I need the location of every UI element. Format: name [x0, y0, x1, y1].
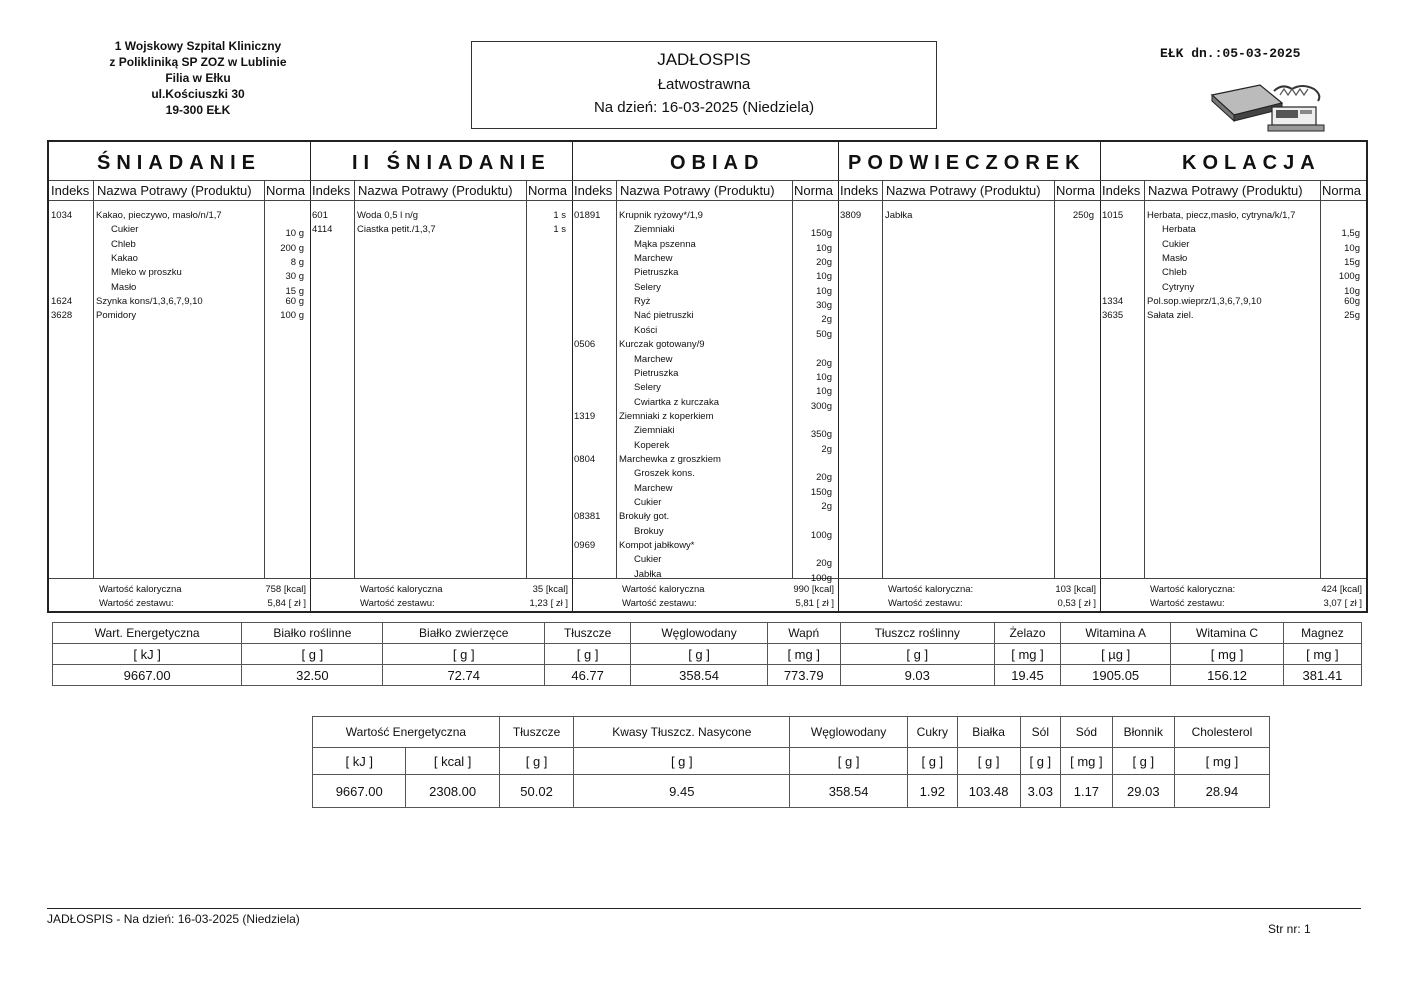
meal-heading [572, 142, 838, 180]
column-header-name: Nazwa Potrawy (Produktu) [1148, 183, 1303, 198]
summary-divider [310, 578, 572, 579]
row-name: Chleb [1162, 267, 1187, 279]
row-name: Kakao [111, 253, 138, 265]
meal-column [310, 142, 572, 611]
label-unit: [ mg ] [1061, 748, 1113, 775]
nutrition-value: 72.74 [383, 665, 544, 686]
nutrition-header: Wart. Energetyczna [53, 623, 242, 644]
row-name: Ziemniaki z koperkiem [619, 410, 714, 422]
meal-heading [310, 142, 572, 180]
row-name: Herbata, piecz,masło, cytryna/k/1,7 [1147, 210, 1296, 221]
label-value: 1.92 [907, 775, 957, 808]
calorie-value: 103 [kcal] [1055, 584, 1096, 595]
column-header-norm: Norma [1056, 183, 1096, 198]
column-header-name: Nazwa Potrawy (Produktu) [886, 183, 1041, 198]
row-name: Cukier [634, 497, 662, 508]
nutrition-unit: [ g ] [840, 644, 994, 665]
row-norm: 20g [816, 257, 832, 269]
label-unit: [ g ] [499, 748, 573, 775]
row-norm: 100g [1338, 271, 1360, 283]
nutrition-header: Wapń [767, 623, 840, 644]
row-norm: 10g [1344, 242, 1360, 254]
column-header-index: Indeks [1102, 183, 1141, 198]
row-name: Kompot jabłkowy* [619, 540, 695, 552]
meal-separator [310, 142, 311, 611]
row-norm: 10 g [285, 228, 304, 240]
row-norm: 30g [816, 300, 832, 312]
diet-name: Łatwostrawna [657, 76, 751, 93]
calorie-value: 424 [kcal] [1321, 584, 1362, 595]
calorie-label: Wartość kaloryczna: [888, 584, 974, 595]
label-header: Cukry [907, 717, 957, 748]
row-name: Herbata [1162, 224, 1196, 236]
column-header-index: Indeks [840, 183, 879, 198]
page-number: Str nr: 1 [1268, 922, 1311, 936]
nutrition-unit: [ g ] [544, 644, 630, 665]
row-norm: 10g [816, 271, 832, 283]
meal-heading [838, 142, 1100, 180]
row-index: 0506 [574, 339, 596, 351]
column-header-index: Indeks [574, 183, 613, 198]
label-unit: [ g ] [1020, 748, 1061, 775]
row-name: Masło [111, 281, 137, 293]
column-divider [93, 180, 94, 578]
row-name: Ziemniaki [634, 425, 675, 437]
row-norm: 2g [821, 443, 832, 455]
calorie-label: Wartość kaloryczna [360, 584, 443, 595]
row-norm: 25g [1344, 310, 1360, 322]
meal-separator [572, 142, 573, 611]
row-norm: 150g [810, 486, 832, 498]
label-value: 9667.00 [313, 775, 406, 808]
row-norm: 10g [816, 285, 832, 297]
row-name: Cytryny [1162, 281, 1195, 293]
cost-label: Wartość zestawu: [1150, 598, 1225, 609]
column-divider [526, 180, 527, 578]
calorie-value: 758 [kcal] [265, 584, 306, 595]
row-name: Cukier [111, 224, 139, 236]
label-header: Węglowodany [790, 717, 908, 748]
column-divider [882, 180, 883, 578]
row-index: 3628 [51, 310, 73, 322]
row-name: Pomidory [96, 310, 137, 322]
nutrition-value: 381.41 [1283, 665, 1361, 686]
label-header: Białka [957, 717, 1020, 748]
row-index: 1319 [574, 410, 596, 422]
row-norm: 100g [810, 572, 832, 584]
label-header-row [313, 717, 1270, 748]
meal-grid [47, 140, 1368, 613]
row-norm: 20g [816, 472, 832, 484]
column-header-name: Nazwa Potrawy (Produktu) [620, 183, 775, 198]
label-unit: [ mg ] [1174, 748, 1269, 775]
meal-separator [838, 142, 839, 611]
row-name: Brokuły got. [619, 511, 670, 523]
label-header: Cholesterol [1174, 717, 1269, 748]
nutrition-summary-table [52, 622, 1362, 686]
row-name: Groszek kons. [634, 468, 695, 480]
row-name: Kurczak gotowany/9 [619, 339, 705, 351]
heading-divider [49, 180, 310, 181]
menu-date: Na dzień: 16-03-2025 (Niedziela) [593, 99, 815, 116]
calorie-label: Wartość kaloryczna: [1150, 584, 1236, 595]
nutrition-header: Białko zwierzęce [383, 623, 544, 644]
label-unit: [ kJ ] [313, 748, 406, 775]
nutrition-unit: [ kJ ] [53, 644, 242, 665]
row-name: Pol.sop.wieprz/1,3,6,7,9,10 [1147, 296, 1262, 308]
row-index: 08381 [574, 511, 601, 523]
row-norm: 100g [810, 529, 832, 541]
nutrition-value-row [53, 665, 1362, 686]
nutrition-header: Żelazo [994, 623, 1060, 644]
meal-heading [49, 142, 310, 180]
calorie-value: 990 [kcal] [793, 584, 834, 595]
nutrition-unit: [ g ] [242, 644, 383, 665]
column-header-index: Indeks [51, 183, 90, 198]
document-title: JADŁOSPIS [657, 50, 751, 69]
heading-divider [838, 180, 1100, 181]
column-header-norm: Norma [1322, 183, 1362, 198]
row-norm: 30 g [285, 271, 304, 283]
column-divider [1320, 180, 1321, 578]
hospital-line: z Polikliniką SP ZOZ w Lublinie [109, 55, 287, 69]
column-header-name: Nazwa Potrawy (Produktu) [358, 183, 513, 198]
row-norm: 15 g [285, 285, 304, 297]
nutrition-value: 773.79 [767, 665, 840, 686]
cost-label: Wartość zestawu: [99, 598, 174, 609]
footer-divider [47, 908, 1361, 909]
hospital-line: 1 Wojskowy Szpital Kliniczny [114, 39, 282, 53]
row-index: 601 [312, 210, 328, 221]
row-name: Pietruszka [634, 267, 679, 279]
cost-value: 3,07 [ zł ] [1323, 598, 1362, 609]
row-name: Jabłka [634, 568, 662, 580]
hospital-address [88, 38, 308, 118]
label-value: 9.45 [574, 775, 790, 808]
row-name: Jabłka [885, 210, 913, 221]
title-box [471, 41, 937, 129]
row-norm: 350g [810, 429, 832, 441]
hospital-line: Filia w Ełku [165, 71, 231, 85]
column-header-index: Indeks [312, 183, 351, 198]
row-norm: 2g [821, 314, 832, 326]
row-name: Marchew [634, 482, 673, 494]
row-norm: 250g [1072, 210, 1094, 221]
summary-divider [838, 578, 1100, 579]
row-name: Sałata ziel. [1147, 310, 1194, 322]
row-norm: 60 g [285, 296, 304, 308]
row-norm: 20g [816, 357, 832, 369]
nutrition-label-table [312, 716, 1270, 808]
nutrition-value: 9.03 [840, 665, 994, 686]
nutrition-header: Tłuszcze [544, 623, 630, 644]
row-name: Masło [1162, 253, 1188, 265]
nutrition-unit: [ µg ] [1061, 644, 1171, 665]
row-name: Kakao, pieczywo, masło/n/1,7 [96, 210, 222, 221]
summary-divider [49, 578, 310, 579]
meal-column [572, 142, 838, 611]
energy-header: Wartość Energetyczna [313, 717, 500, 748]
city-date: EŁK dn.:05-03-2025 [1160, 46, 1301, 61]
label-value: 1.17 [1061, 775, 1113, 808]
label-header: Tłuszcze [499, 717, 573, 748]
row-name: Chleb [111, 238, 136, 250]
nutrition-value: 1905.05 [1061, 665, 1171, 686]
row-norm: 50g [816, 328, 832, 340]
row-norm: 150g [810, 228, 832, 240]
row-name: Selery [634, 281, 661, 293]
cost-label: Wartość zestawu: [622, 598, 697, 609]
nutrition-value: 9667.00 [53, 665, 242, 686]
nutrition-header: Węglowodany [631, 623, 767, 644]
nutrition-header: Tłuszcz roślinny [840, 623, 994, 644]
label-unit: [ g ] [1112, 748, 1174, 775]
label-value-row [313, 775, 1270, 808]
nutrition-unit: [ mg ] [1283, 644, 1361, 665]
nutrition-value: 19.45 [994, 665, 1060, 686]
nutrition-unit: [ g ] [383, 644, 544, 665]
row-name: Ciastka petit./1,3,7 [357, 224, 436, 236]
row-norm: 10g [816, 371, 832, 383]
calorie-label: Wartość kaloryczna [622, 584, 705, 595]
label-value: 358.54 [790, 775, 908, 808]
nutrition-value: 46.77 [544, 665, 630, 686]
cost-label: Wartość zestawu: [888, 598, 963, 609]
row-name: Cwiartka z kurczaka [634, 396, 719, 408]
row-name: Marchew [634, 353, 673, 365]
meal-column [49, 142, 310, 611]
nutrition-unit: [ mg ] [767, 644, 840, 665]
label-value: 50.02 [499, 775, 573, 808]
nutrition-value: 156.12 [1171, 665, 1284, 686]
nutrition-header-row [53, 623, 1362, 644]
cost-value: 5,84 [ zł ] [267, 598, 306, 609]
column-divider [354, 180, 355, 578]
row-norm: 20g [816, 558, 832, 570]
label-header: Błonnik [1112, 717, 1174, 748]
row-norm: 200 g [280, 242, 304, 254]
column-divider [1054, 180, 1055, 578]
row-name: Mąka pszenna [634, 238, 696, 250]
column-divider [616, 180, 617, 578]
label-value: 2308.00 [406, 775, 499, 808]
row-norm: 1 s [553, 224, 566, 236]
row-name: Cukier [634, 554, 662, 566]
label-header: Kwasy Tłuszcz. Nasycone [574, 717, 790, 748]
row-name: Woda 0,5 l n/g [357, 210, 419, 221]
label-header: Sól [1020, 717, 1061, 748]
row-index: 1015 [1102, 210, 1124, 221]
nutrition-unit: [ mg ] [1171, 644, 1284, 665]
row-norm: 10g [1344, 285, 1360, 297]
label-unit-row [313, 748, 1270, 775]
nutrition-header: Witamina A [1061, 623, 1171, 644]
meal-column [838, 142, 1100, 611]
row-norm: 10g [816, 386, 832, 398]
column-header-norm: Norma [266, 183, 306, 198]
nutrition-header: Witamina C [1171, 623, 1284, 644]
row-norm: 1 s [553, 210, 566, 221]
hospital-line: ul.Kościuszki 30 [151, 87, 245, 101]
cost-value: 1,23 [ zł ] [529, 598, 568, 609]
row-index: 1034 [51, 210, 73, 221]
label-value: 3.03 [1020, 775, 1061, 808]
meal-heading [1100, 142, 1366, 180]
summary-divider [1100, 578, 1366, 579]
hospital-line: 19-300 EŁK [165, 103, 231, 117]
book-computer-clipart [1210, 77, 1330, 135]
column-header-norm: Norma [794, 183, 834, 198]
column-divider [264, 180, 265, 578]
meal-title: PODWIECZOREK [848, 152, 1086, 174]
meal-separator [1100, 142, 1101, 611]
meal-title: II ŚNIADANIE [352, 152, 551, 174]
nutrition-unit: [ mg ] [994, 644, 1060, 665]
label-value: 28.94 [1174, 775, 1269, 808]
row-name: Krupnik ryżowy*/1,9 [619, 210, 703, 221]
row-index: 3635 [1102, 310, 1124, 322]
row-norm: 15g [1344, 257, 1360, 269]
row-norm: 60g [1344, 296, 1360, 308]
label-header: Sód [1061, 717, 1113, 748]
label-unit: [ g ] [957, 748, 1020, 775]
cost-value: 5,81 [ zł ] [795, 598, 834, 609]
meal-title: ŚNIADANIE [97, 152, 262, 174]
row-index: 3809 [840, 210, 862, 221]
heading-divider [1100, 180, 1366, 181]
calorie-label: Wartość kaloryczna [99, 584, 182, 595]
label-value: 29.03 [1112, 775, 1174, 808]
nutrition-header: Magnez [1283, 623, 1361, 644]
nutrition-value: 358.54 [631, 665, 767, 686]
footer-text: JADŁOSPIS - Na dzień: 16-03-2025 (Niedziela) [47, 912, 300, 926]
row-index: 1334 [1102, 296, 1124, 308]
row-index: 01891 [574, 210, 601, 221]
row-norm: 8 g [290, 257, 304, 269]
column-header-name: Nazwa Potrawy (Produktu) [97, 183, 252, 198]
heading-divider [310, 180, 572, 181]
label-unit: [ g ] [790, 748, 908, 775]
meal-title: KOLACJA [1182, 152, 1321, 174]
cost-label: Wartość zestawu: [360, 598, 435, 609]
row-name: Brokuy [634, 525, 664, 537]
row-index: 1624 [51, 296, 73, 308]
label-unit: [ kcal ] [406, 748, 499, 775]
column-header-norm: Norma [528, 183, 568, 198]
row-norm: 10g [816, 242, 832, 254]
row-name: Koperek [634, 439, 670, 451]
row-index: 0969 [574, 540, 596, 552]
row-norm: 2g [821, 501, 832, 512]
row-name: Szynka kons/1,3,6,7,9,10 [96, 296, 203, 308]
row-name: Ziemniaki [634, 224, 675, 236]
cost-value: 0,53 [ zł ] [1057, 598, 1096, 609]
row-name: Marchewka z groszkiem [619, 453, 721, 465]
nutrition-unit: [ g ] [631, 644, 767, 665]
nutrition-value: 32.50 [242, 665, 383, 686]
row-name: Cukier [1162, 238, 1190, 250]
meal-column [1100, 142, 1366, 611]
row-name: Selery [634, 382, 661, 394]
row-name: Marchew [634, 253, 673, 265]
meal-title: OBIAD [670, 152, 765, 174]
calorie-value: 35 [kcal] [532, 584, 568, 595]
nutrition-unit-row [53, 644, 1362, 665]
row-index: 4114 [312, 224, 333, 236]
heading-divider [572, 180, 838, 181]
row-name: Pietruszka [634, 367, 679, 379]
row-norm: 1,5g [1341, 228, 1360, 240]
nutrition-header: Białko roślinne [242, 623, 383, 644]
row-name: Kości [634, 324, 658, 336]
label-unit: [ g ] [574, 748, 790, 775]
label-unit: [ g ] [907, 748, 957, 775]
row-name: Mleko w proszku [111, 267, 182, 279]
column-divider [1144, 180, 1145, 578]
row-norm: 100 g [280, 310, 304, 322]
row-name: Ryż [634, 296, 651, 308]
row-name: Nać pietruszki [634, 310, 694, 322]
label-value: 103.48 [957, 775, 1020, 808]
row-norm: 300g [810, 400, 832, 412]
row-index: 0804 [574, 453, 596, 465]
